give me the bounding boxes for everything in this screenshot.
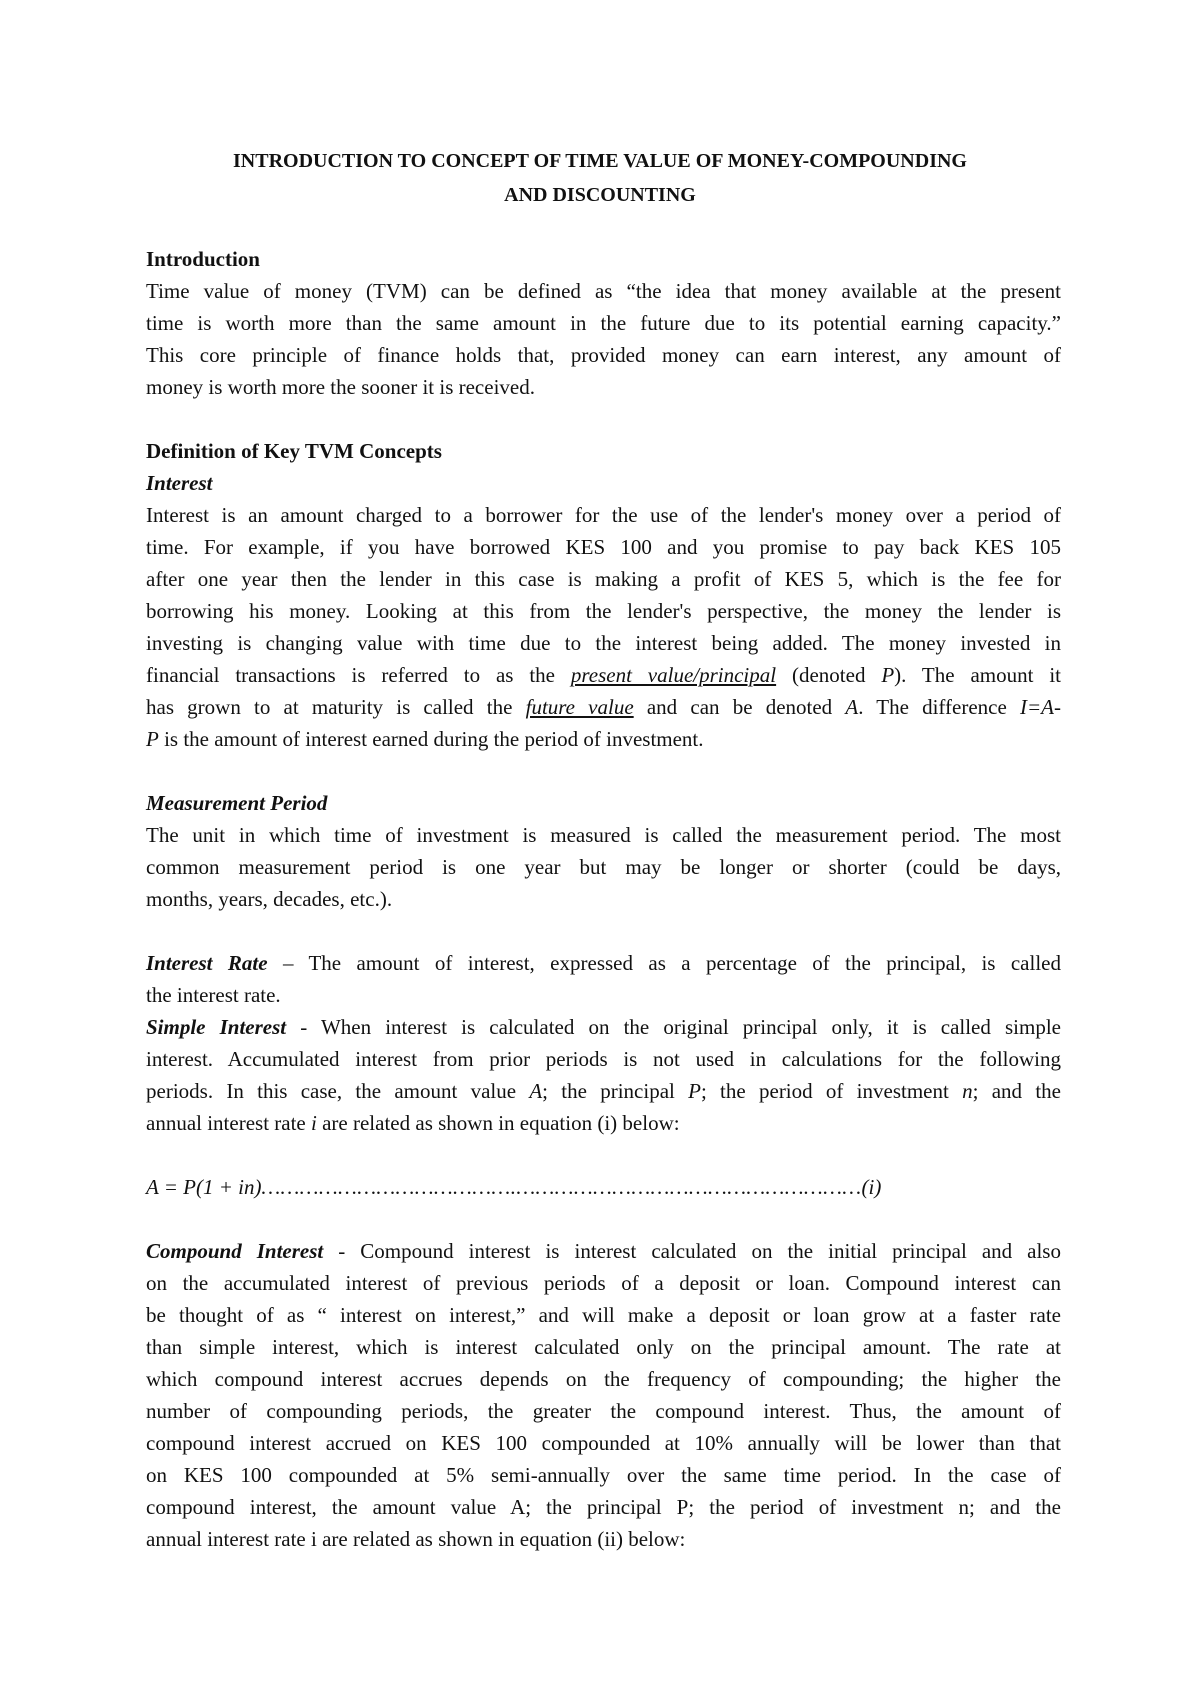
text-run: ; the principal [542,1079,689,1103]
text-run: are related as shown in equation (i) below: [316,1111,680,1135]
introduction-heading: Introduction [146,247,260,271]
text-run: (denoted [776,663,882,687]
definitions-heading: Definition of Key TVM Concepts [146,439,442,463]
simple-interest-line-2: interest. Accumulated interest from prior periods is not used in calculations for the following [146,1047,1061,1071]
title-line-1: INTRODUCTION TO CONCEPT OF TIME VALUE OF MONEY-COMPOUNDING [233,150,967,172]
compound-interest-term: Compound Interest [146,1239,324,1263]
equation-i [146,1171,1061,1203]
symbol-n: n [962,1079,973,1103]
text-run: annual interest rate [146,1111,312,1135]
symbol-i: i [311,1111,317,1135]
text-run: ; and the [972,1079,1061,1103]
compound-interest-line-2: on the accumulated interest of previous periods of a deposit or loan. Compound interest can [146,1271,1061,1295]
measurement-line-1: The unit in which time of investment is measured is called the measurement period. The most [146,823,1061,847]
text-run: has grown to at maturity is called the [146,695,526,719]
text-run: . The difference [858,695,1021,719]
interest-rate-line-1 [146,947,1061,979]
intro-line-2: time is worth more than the same amount in the future due to its potential earning capacity.” [146,311,1061,335]
compound-interest-line-9: compound interest, the amount value A; the principal P; the period of investment n; and the [146,1495,1061,1519]
compound-interest-line-1 [146,1235,1061,1267]
future-value-term: future value [525,695,634,719]
interest-heading: Interest [146,471,213,495]
symbol-a: A [529,1079,543,1103]
compound-interest-line-5: which compound interest accrues depends on the frequency of compounding; the higher the [146,1367,1061,1391]
interest-rate-line-2: the interest rate. [146,983,281,1007]
document-body [146,243,1061,1555]
document-title [140,144,1060,212]
text-run: ; the period of investment [700,1079,963,1103]
equation-lhs: A = P(1 + in) [146,1175,262,1199]
text-run: - When interest is calculated on the original principal only, it is called simple [286,1015,1061,1039]
intro-line-3: This core principle of finance holds that, provided money can earn interest, any amount of [146,343,1061,367]
interest-line-5: investing is changing value with time due to the interest being added. The money invested in [146,631,1061,655]
interest-line-2: time. For example, if you have borrowed KES 100 and you promise to pay back KES 105 [146,535,1061,559]
title-line-2: AND DISCOUNTING [504,184,696,206]
intro-line-1: Time value of money (TVM) can be defined as “the idea that money available at the present [146,279,1061,303]
present-value-term: present value/principal [570,663,777,687]
measurement-line-3: months, years, decades, etc.). [146,887,393,911]
text-run: and can be denoted [633,695,846,719]
interest-line-7 [146,691,1061,723]
interest-line-1: Interest is an amount charged to a borrower for the use of the lender's money over a period of [146,503,1061,527]
text-run: periods. In this case, the amount value [146,1079,530,1103]
symbol-p: P [146,727,159,751]
symbol-a: A [845,695,859,719]
compound-interest-line-3: be thought of as “ interest on interest,” and will make a deposit or loan grow at a faster rate [146,1303,1061,1327]
interest-line-3: after one year then the lender in this case is making a profit of KES 5, which is the fee for [146,567,1061,591]
compound-interest-line-8: on KES 100 compounded at 5% semi-annually over the same time period. In the case of [146,1463,1061,1487]
simple-interest-term: Simple Interest [146,1015,287,1039]
simple-interest-line-1 [146,1011,1061,1043]
equation-label: (i) [861,1175,882,1199]
interest-formula: I=A- [1020,695,1062,719]
symbol-p: P [881,663,895,687]
text-run: is the amount of interest earned during the period of investment. [158,727,704,751]
measurement-line-2: common measurement period is one year but may be longer or shorter (could be days, [146,855,1061,879]
text-run: – The amount of interest, expressed as a percentage of the principal, is called [267,951,1061,975]
simple-interest-line-4 [146,1107,1061,1139]
simple-interest-line-3 [146,1075,1061,1107]
interest-rate-term: Interest Rate [146,951,268,975]
interest-line-8 [146,723,1061,755]
symbol-p: P [688,1079,701,1103]
compound-interest-line-10: annual interest rate i are related as shown in equation (ii) below: [146,1527,686,1551]
compound-interest-line-7: compound interest accrued on KES 100 compounded at 10% annually will be lower than that [146,1431,1061,1455]
text-run: financial transactions is referred to as the [146,663,571,687]
interest-line-4: borrowing his money. Looking at this from the lender's perspective, the money the lender is [146,599,1061,623]
compound-interest-line-6: number of compounding periods, the greater the compound interest. Thus, the amount of [146,1399,1061,1423]
intro-line-4: money is worth more the sooner it is received. [146,375,535,399]
measurement-period-heading: Measurement Period [146,791,328,815]
text-run: ). The amount it [894,663,1061,687]
interest-line-6 [146,659,1061,691]
text-run: - Compound interest is interest calculated on the initial principal and also [323,1239,1061,1263]
compound-interest-line-4: than simple interest, which is interest calculated only on the principal amount. The rate at [146,1335,1061,1359]
equation-leader-dots: ………………………………….……………………………………………… [261,1175,862,1199]
